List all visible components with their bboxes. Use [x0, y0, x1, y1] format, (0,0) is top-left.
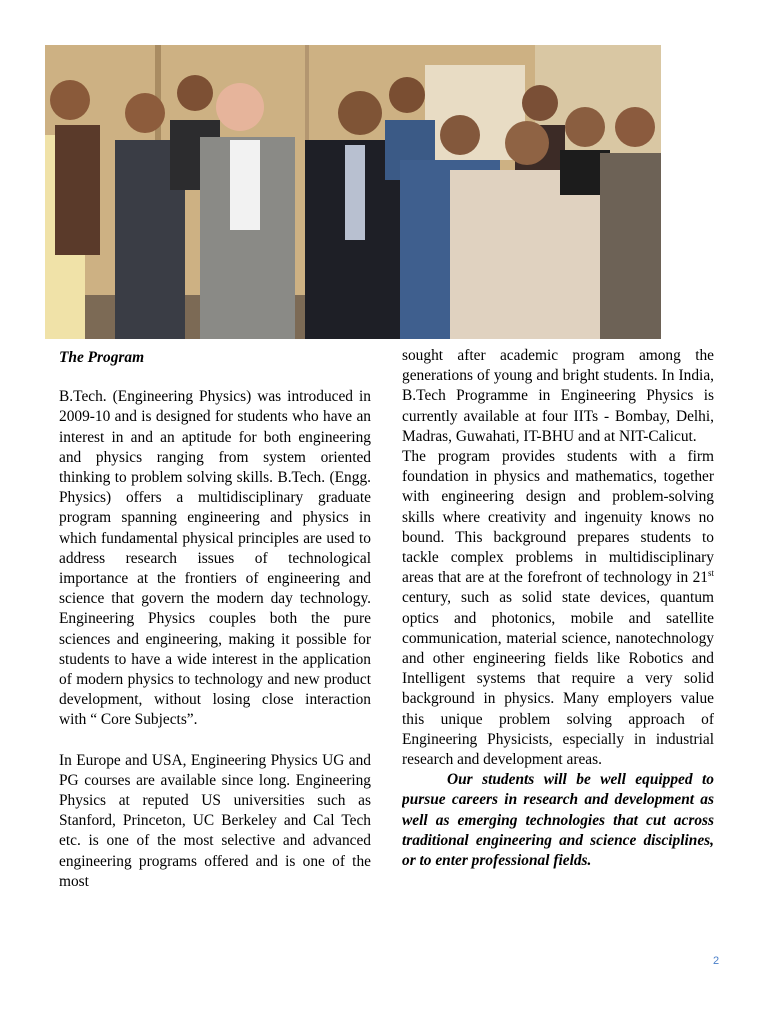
emphasis-paragraph: Our students will be well equipped to pursue careers in research and development as well as emerging technologies that cut across traditional engineering and science disciplines, or to enter professional fields. [402, 771, 714, 870]
body-paragraph-3: sought after academic program among the generations of young and bright students. In India, B.Tech Programme in Engineering Physics is currently available at four IITs - Bombay, Delhi, Madras, Guwahati, IT-BHU and at NIT-Calicut. [402, 347, 714, 445]
group-photo-icon [45, 45, 661, 339]
body-paragraph-1: B.Tech. (Engineering Physics) was introduced in 2009-10 and is designed for students who have an interest in and an aptitude for both engineering and physics ranging from system oriented thinking to problem solving skills. B.Tech. (Engg. Physics) offers a multidisciplinary graduate program spanning engineering and physics in which fundamental physical principles are used to address research issues of technological importance at the frontiers of engineering and science that govern the modern day technology. Engineering Physics couples both the pure sciences and engineering, making it possible for students to have a wide interest in the application of modern physics to technology and new product development, without losing close interaction with “ Core Subjects”. [59, 388, 371, 729]
section-heading: The Program [59, 349, 145, 366]
body-paragraph-2: In Europe and USA, Engineering Physics UG and PG courses are available since long. Engineering Physics at reputed US universities such as Stanford, Princeton, UC Berkeley and Cal Tech etc. is one of the most selective and advanced engineering programs offered and is one of the most [59, 751, 371, 890]
body-paragraph-4-start: The program provides students with a firm foundation in physics and mathematics, together with engineering design and problem-solving skills where creativity and ingenuity knows no bound. This background prepares students to tackle complex problems in multidisciplinary areas that are at the forefront of technology in 21 [402, 448, 714, 587]
page-number: 2 [713, 955, 720, 967]
left-column [59, 346, 371, 912]
body-paragraph-4 [402, 447, 714, 770]
body-paragraph-4-end: century, such as solid state devices, quantum optics and photonics, mobile and satellite communication, material science, nanotechnology and other engineering fields like Robotics and Intelligent systems that require a very solid background in physics. Many employers value this unique problem solving approach of Engineering Physicists, especially in industrial research and development areas. [402, 589, 714, 769]
right-column [402, 346, 714, 958]
group-photo [45, 45, 661, 339]
ordinal-superscript: st [707, 568, 714, 579]
